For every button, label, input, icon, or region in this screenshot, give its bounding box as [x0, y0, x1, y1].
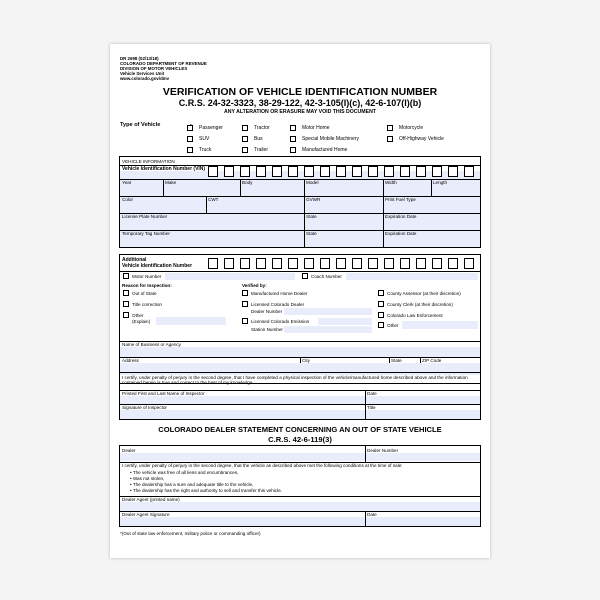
motor-number-label: Motor Number — [132, 274, 162, 279]
footnote: *(Out of state law enforcement, military police or commanding officer) — [120, 531, 261, 536]
color-field[interactable]: Color — [122, 197, 133, 202]
model-field[interactable]: Model — [306, 180, 319, 185]
checkbox-suv[interactable] — [187, 136, 193, 142]
checkbox-county-clerk[interactable] — [378, 301, 384, 307]
checkbox-manufactured-home[interactable] — [290, 147, 296, 153]
vin-char-box[interactable] — [384, 166, 394, 177]
station-number-label: Station Number — [251, 327, 283, 332]
zip-field[interactable]: ZIP Code — [422, 358, 442, 363]
inspector-signature-field[interactable]: Signature of Inspector — [122, 405, 167, 410]
vin-char-box[interactable] — [208, 166, 218, 177]
checkbox-motorcycle[interactable] — [387, 125, 393, 131]
divider — [383, 230, 384, 247]
vin-char-box[interactable] — [288, 258, 298, 269]
additional-vin-boxes — [208, 257, 480, 271]
dealer-statute: C.R.S. 42-6-119(3) — [268, 435, 332, 444]
bullet-text: The dealership has a sure and adequate title to the vehicle, — [132, 482, 254, 487]
fuel-type-field[interactable]: Print Fuel Type — [385, 197, 416, 202]
vin-char-box[interactable] — [368, 166, 378, 177]
motor-number-input[interactable] — [165, 273, 295, 280]
divider — [240, 179, 241, 196]
option-manufactured-home: Manufactured Home — [302, 147, 348, 153]
agent-signature-field[interactable]: Dealer Agent Signature — [122, 512, 170, 517]
cwt-field[interactable]: CWT — [208, 197, 219, 202]
form-header — [120, 56, 207, 81]
plate-field[interactable]: License Plate Number — [122, 214, 168, 219]
vin-char-box[interactable] — [448, 258, 458, 269]
vehicle-information-label: VEHICLE INFORMATION — [122, 159, 175, 164]
checkbox-other-verifier[interactable] — [378, 322, 384, 328]
body-field[interactable]: Body — [242, 180, 253, 185]
divider — [304, 196, 305, 213]
additional-vin-label: Vehicle Identification Number — [122, 263, 193, 269]
business-name-field[interactable]: Name of Business or Agency — [122, 342, 181, 347]
option-off-highway-vehicle: Off-Highway Vehicle — [399, 136, 444, 142]
inspector-name-input[interactable] — [120, 396, 365, 404]
checkbox-trailer[interactable] — [242, 147, 248, 153]
dealer-number-label: Dealer Number — [251, 309, 283, 314]
option-bus: Bus — [254, 136, 263, 142]
agent-date-input[interactable] — [366, 517, 480, 526]
plate-state-field[interactable]: State — [306, 214, 317, 219]
vin-char-box[interactable] — [400, 258, 410, 269]
dealer-heading: COLORADO DEALER STATEMENT CONCERNING AN OUT OF STATE VEHICLE — [158, 425, 442, 434]
vin-char-box[interactable] — [400, 166, 410, 177]
vin-char-box[interactable] — [304, 166, 314, 177]
vin-char-box[interactable] — [240, 258, 250, 269]
coach-number-label: Coach Number — [311, 274, 342, 279]
checkbox-off-highway-vehicle[interactable] — [387, 136, 393, 142]
vin-char-box[interactable] — [368, 258, 378, 269]
checkbox-licensed-dealer[interactable] — [242, 301, 248, 307]
other-verifier-input[interactable] — [402, 321, 478, 329]
bullet-authority: • The dealership has the right and authority to sell and transfer this vehicle. — [130, 488, 282, 493]
vin-char-box[interactable] — [288, 166, 298, 177]
title-correction-label: Title correction — [132, 302, 162, 307]
checkbox-title-correction[interactable] — [123, 301, 129, 307]
business-name-input[interactable] — [120, 347, 480, 357]
warning-line: ANY ALTERATION OR ERASURE MAY VOID THIS DOCUMENT — [224, 109, 376, 115]
type-of-vehicle-label: Type of Vehicle — [120, 122, 161, 128]
vin-char-box[interactable] — [352, 166, 362, 177]
vin-char-box[interactable] — [336, 166, 346, 177]
checkbox-truck[interactable] — [187, 147, 193, 153]
vin-char-box[interactable] — [320, 258, 330, 269]
explain-input[interactable] — [156, 317, 226, 325]
station-number-input[interactable] — [284, 326, 372, 333]
checkbox-tractor[interactable] — [242, 125, 248, 131]
county-assessor-label: County Assessor (at their discretion) — [387, 291, 461, 296]
option-truck: Truck — [199, 147, 212, 153]
option-suv: SUV — [199, 136, 210, 142]
dealer-certification: I certify, under penalty of perjury in the second degree, that the vehicle as described above met the following conditions at the time of sale: — [122, 463, 403, 468]
divider — [120, 213, 480, 214]
checkbox-law-enforcement[interactable] — [378, 312, 384, 318]
divider — [120, 196, 480, 197]
vin-boxes — [208, 165, 480, 179]
inspector-signature-input[interactable] — [120, 410, 365, 419]
checkbox-other-reason[interactable] — [123, 312, 129, 318]
vin-char-box[interactable] — [320, 166, 330, 177]
divider — [383, 179, 384, 196]
option-special-mobile-machinery: Special Mobile Machinery — [302, 136, 359, 142]
divider — [304, 213, 305, 230]
verified-by-label: Verified by: — [242, 283, 267, 288]
vin-char-box[interactable] — [336, 258, 346, 269]
divider — [431, 179, 432, 196]
emission-input[interactable] — [318, 318, 372, 325]
bullet-adequate-title: • The dealership has a sure and adequate title to the vehicle, — [130, 482, 254, 487]
explain-label: (Explain) — [132, 319, 151, 324]
inspection-section — [119, 254, 481, 384]
reason-label: Reason for Inspection: — [122, 283, 172, 288]
other-verifier-label: Other — [387, 323, 399, 328]
vin-char-box[interactable] — [384, 258, 394, 269]
dealer-field[interactable]: Dealer — [122, 448, 136, 453]
divider — [383, 196, 384, 213]
vin-char-box[interactable] — [448, 166, 458, 177]
checkbox-passenger[interactable] — [187, 125, 193, 131]
checkbox-out-of-state[interactable] — [123, 290, 129, 296]
vin-char-box[interactable] — [208, 258, 218, 269]
option-passenger: Passenger — [199, 125, 223, 131]
width-field[interactable]: Width — [385, 180, 397, 185]
agent-name-field[interactable]: Dealer Agent (printed name) — [122, 497, 180, 502]
bullet-free-of-liens: • The vehicle was free of all liens and encumbrances, — [130, 470, 239, 475]
divider — [120, 404, 480, 405]
plate-exp-field[interactable]: Expiration Date — [385, 214, 417, 219]
option-tractor: Tractor — [254, 125, 270, 131]
bullet-text: The vehicle was free of all liens and encumbrances, — [132, 470, 239, 475]
checkbox-coach-number[interactable] — [302, 273, 308, 279]
dealer-section — [119, 445, 481, 527]
inspector-name-field[interactable]: Printed First and Last Name of Inspector — [122, 391, 205, 396]
vin-char-box[interactable] — [352, 258, 362, 269]
emission-label: Licensed Colorado Emission — [251, 319, 310, 324]
divider — [304, 179, 305, 196]
gvwr-field[interactable]: GVWR — [306, 197, 321, 202]
dealer-number-input[interactable] — [284, 308, 372, 315]
unit-name: Vehicle Services Unit — [120, 71, 165, 76]
divider — [120, 511, 480, 512]
website: www.colorado.gov/dmv — [120, 76, 170, 81]
option-trailer: Trailer — [254, 147, 268, 153]
dealer-number-input[interactable] — [366, 453, 480, 461]
option-motorcycle: Motorcycle — [399, 125, 424, 131]
vin-char-box[interactable] — [272, 258, 282, 269]
out-of-state-label: Out of State — [132, 291, 157, 296]
checkbox-county-assessor[interactable] — [378, 290, 384, 296]
certification-statement: I certify, under penalty of perjury in the second degree, that I have completed a physical inspection of the vehicle/manufactured home described above and the information contained herein is true and correct to the best of my knowledge. — [122, 375, 468, 386]
inspector-date-input[interactable] — [366, 396, 480, 404]
checkbox-motor-home[interactable] — [290, 125, 296, 131]
inspector-date-field[interactable]: Date — [367, 391, 377, 396]
checkbox-bus[interactable] — [242, 136, 248, 142]
law-enforcement-label: Colorado Law Enforcement — [387, 313, 443, 318]
form-page — [110, 44, 490, 558]
agent-name-input[interactable] — [120, 502, 480, 511]
length-field[interactable]: Length — [433, 180, 448, 185]
dealer-input[interactable] — [120, 453, 365, 461]
address-field[interactable]: Address — [122, 358, 139, 363]
vin-char-box[interactable] — [416, 258, 426, 269]
vin-char-box[interactable] — [224, 166, 234, 177]
vin-char-box[interactable] — [464, 166, 474, 177]
form-number: DR 2698 (02/13/18) — [120, 56, 159, 61]
inspector-title-field[interactable]: Title — [367, 405, 376, 410]
vin-char-box[interactable] — [304, 258, 314, 269]
mh-dealer-label: Manufactured Home Dealer — [251, 291, 308, 296]
vin-label: Vehicle Identification Number (VIN) — [122, 166, 206, 172]
agency-name: COLORADO DEPARTMENT OF REVENUE — [120, 61, 207, 66]
divider — [163, 179, 164, 196]
inspector-title-input[interactable] — [366, 410, 480, 419]
divider — [383, 213, 384, 230]
other-reason-label: Other — [132, 313, 144, 318]
year-field[interactable]: Year — [122, 180, 132, 185]
statute-line: C.R.S. 24-32-3323, 38-29-122, 42-3-105(I)(c), 42-6-107(I)(b) — [178, 98, 422, 108]
county-clerk-label: County Clerk (at their discretion) — [387, 302, 453, 307]
vin-char-box[interactable] — [256, 166, 266, 177]
vin-char-box[interactable] — [256, 258, 266, 269]
checkbox-motor-number[interactable] — [123, 273, 129, 279]
divider — [120, 271, 480, 272]
coach-number-input[interactable] — [346, 273, 478, 280]
dealer-number-field[interactable]: Dealer Number — [367, 448, 399, 453]
vin-char-box[interactable] — [272, 166, 282, 177]
vin-char-box[interactable] — [432, 258, 442, 269]
vin-char-box[interactable] — [432, 166, 442, 177]
bullet-text: Was not stolen, — [132, 476, 165, 481]
certification-section — [119, 372, 481, 420]
vin-char-box[interactable] — [224, 258, 234, 269]
checkbox-mh-dealer[interactable] — [242, 290, 248, 296]
make-field[interactable]: Make — [165, 180, 177, 185]
divider — [206, 196, 207, 213]
bullet-not-stolen: • Was not stolen, — [130, 476, 165, 481]
vin-char-box[interactable] — [416, 166, 426, 177]
form-title: VERIFICATION OF VEHICLE IDENTIFICATION NUMBER — [162, 86, 438, 98]
option-motor-home: Motor Home — [302, 125, 330, 131]
vehicle-information-section — [119, 156, 481, 248]
licensed-dealer-label: Licensed Colorado Dealer — [251, 302, 305, 307]
divider — [120, 230, 480, 231]
bullet-text: The dealership has the right and authority to sell and transfer this vehicle. — [132, 488, 282, 493]
divider — [304, 230, 305, 247]
checkbox-emission[interactable] — [242, 318, 248, 324]
agent-date-field[interactable]: Date — [367, 512, 377, 517]
temp-state-field[interactable]: State — [306, 231, 317, 236]
checkbox-special-mobile-machinery[interactable] — [290, 136, 296, 142]
vin-char-box[interactable] — [240, 166, 250, 177]
city-field[interactable]: City — [302, 358, 310, 363]
division-name: DIVISION OF MOTOR VEHICLES — [120, 66, 188, 71]
agent-signature-input[interactable] — [120, 517, 365, 526]
temp-tag-field[interactable]: Temporary Tag Number — [122, 231, 170, 236]
additional-label: Additional — [122, 257, 147, 263]
temp-exp-field[interactable]: Expiration Date — [385, 231, 417, 236]
vin-char-box[interactable] — [464, 258, 474, 269]
state-field[interactable]: State — [391, 358, 402, 363]
